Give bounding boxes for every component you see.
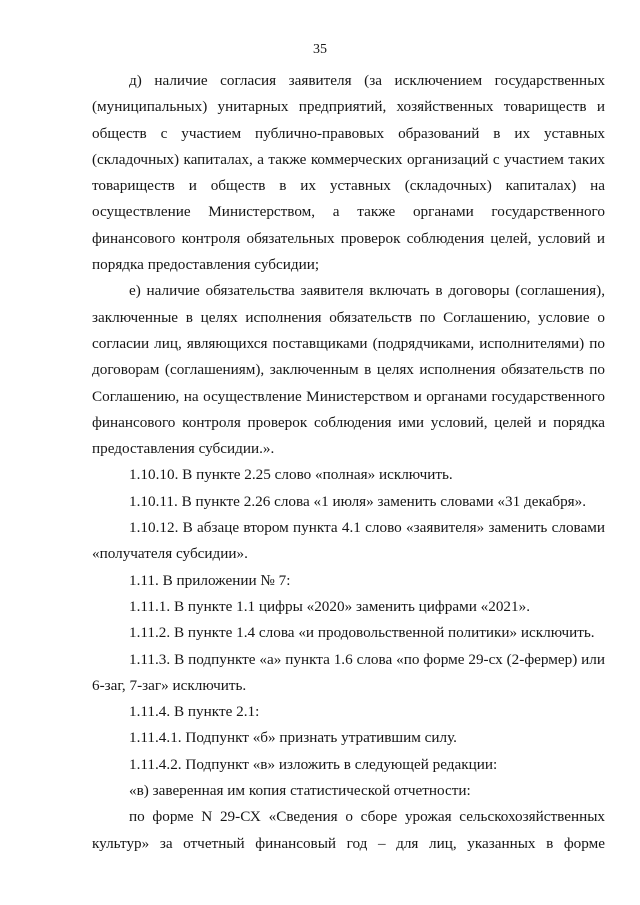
paragraph-v: «в) заверенная им копия статистической отчетности: (129, 782, 471, 800)
paragraph-1-11: 1.11. В приложении № 7: (129, 571, 291, 589)
paragraph-1-11-4-2: 1.11.4.2. Подпункт «в» изложить в следующей редакции: (129, 755, 498, 773)
paragraph-1-11-2: 1.11.2. В пункте 1.4 слова «и продовольственной политики» исключить. (129, 624, 595, 642)
paragraph-1-11-3: 1.11.3. В подпункте «а» пункта 1.6 слова «по форме 29-сх (2-фермер) или 6-заг, 7-заг» исключить. (92, 650, 605, 694)
paragraph-1-11-4: 1.11.4. В пункте 2.1: (129, 703, 260, 721)
page-number: 35 (313, 42, 327, 57)
paragraph-1-11-1: 1.11.1. В пункте 1.1 цифры «2020» заменить цифрами «2021». (129, 597, 530, 615)
paragraph-1-10-11: 1.10.11. В пункте 2.26 слова «1 июля» заменить словами «31 декабря». (129, 492, 587, 510)
paragraph-form-29-sx: по форме N 29-СХ «Сведения о сборе урожая сельскохозяйственных культур» за отчетный финансовый год – для лиц, указанных в форме (92, 808, 605, 852)
paragraph-d: д) наличие согласия заявителя (за исключением государственных (муниципальных) унитарных предприятий, хозяйственных товариществ и обществ с участием публично-правовых образований в их уставных (складочных) капиталах, а также коммерческих организаций с участием таких товариществ и обществ в их уставных (складочных) капиталах) на осуществление Министерством, а также органами государственного финансового контроля обязательных проверок соблюдения целей, условий и порядка предоставления субсидии; (92, 72, 605, 274)
paragraph-e: е) наличие обязательства заявителя включать в договоры (соглашения), заключенные в целях исполнения обязательств по Соглашению, условие о согласии лиц, являющихся поставщиками (подрядчиками, исполнителями) по договорам (соглашениям), заключенным в целях исполнения обязательств по Соглашению, на осуществление Министерством и органами государственного финансового контроля проверок соблюдения ими условий, целей и порядка предоставления субсидии.». (92, 282, 605, 458)
paragraph-1-11-4-1: 1.11.4.1. Подпункт «б» признать утратившим силу. (129, 729, 457, 747)
document-body (92, 68, 605, 857)
paragraph-1-10-10: 1.10.10. В пункте 2.25 слово «полная» исключить. (129, 466, 453, 484)
paragraph-1-10-12: 1.10.12. В абзаце втором пункта 4.1 слово «заявителя» заменить словами «получателя субсидии». (92, 519, 605, 563)
